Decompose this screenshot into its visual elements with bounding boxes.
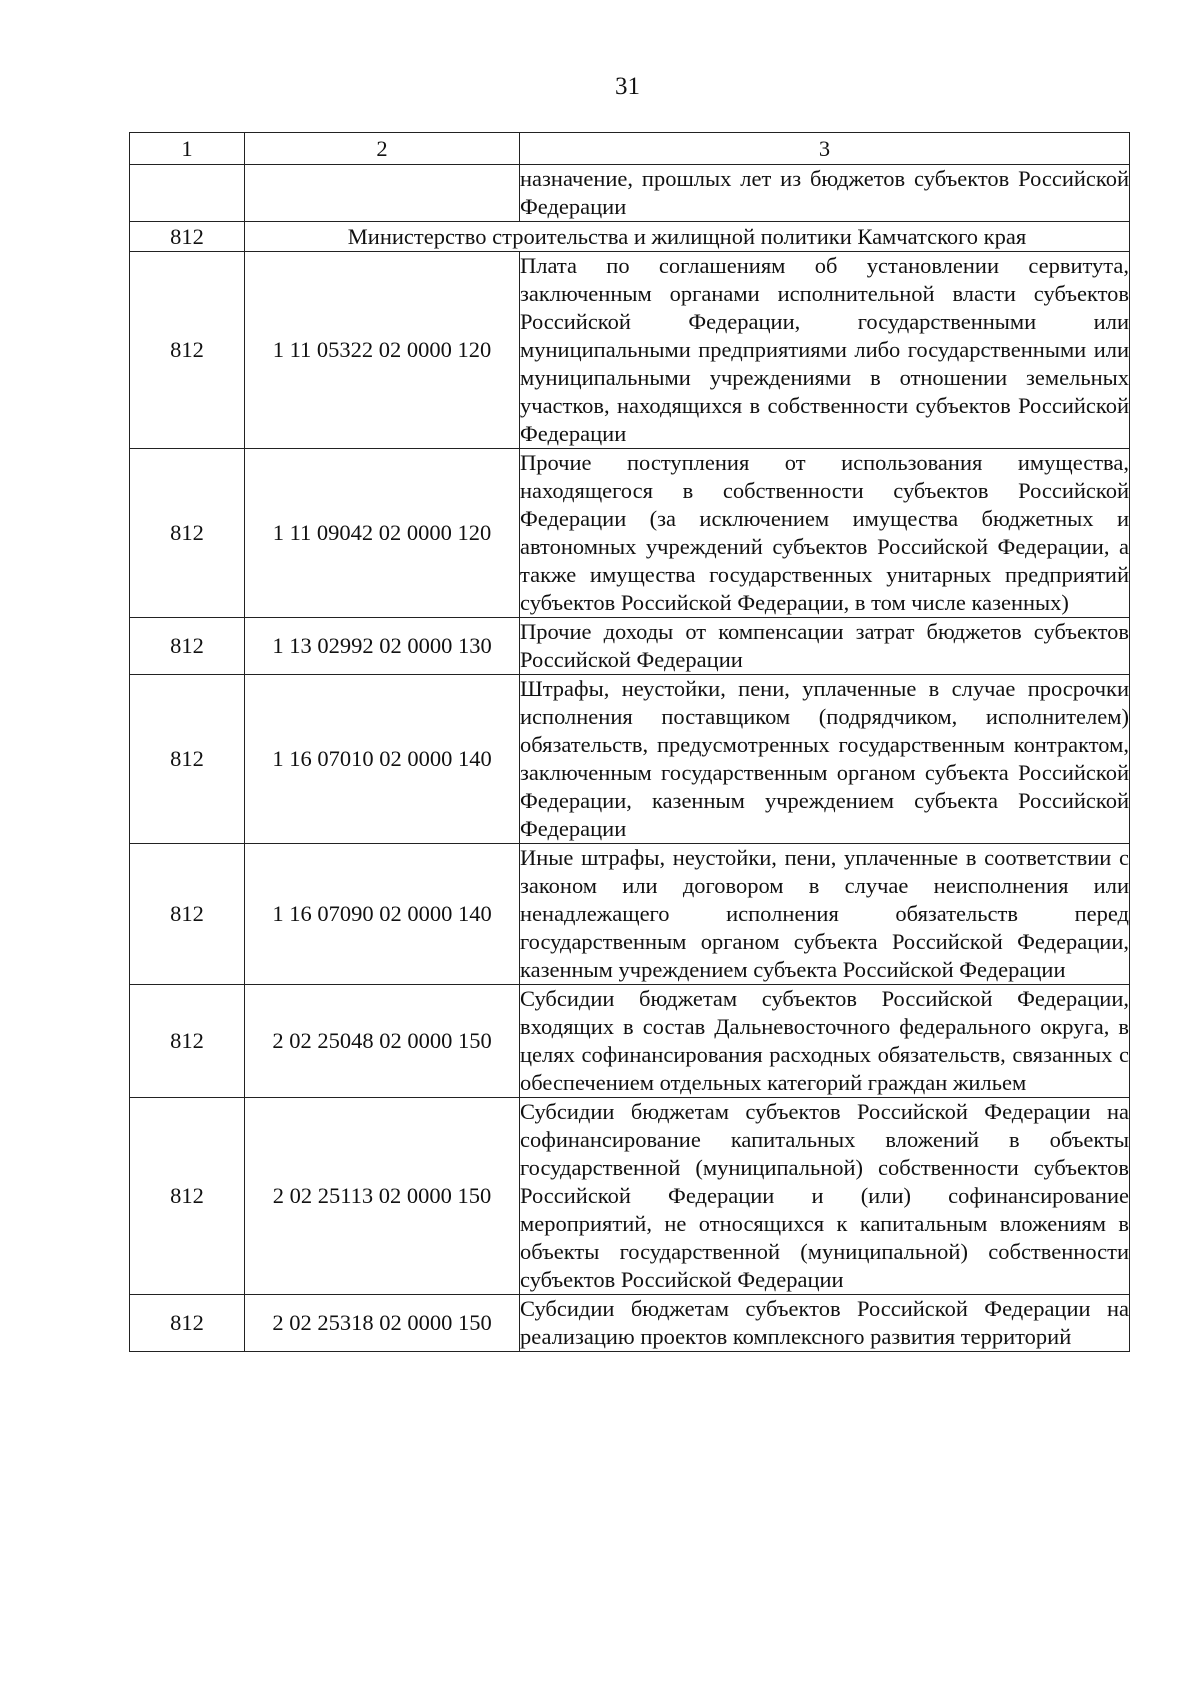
row-income-name: Субсидии бюджетам субъектов Российской Федерации на софинансирование капитальных вложений в объекты государственной (муниципальной) собственности субъектов Российской Федерации и (или) софинансирование мероприятий, не относящихся к капитальным вложениям в объекты государственной (муниципальной) собственности субъектов Российской Федерации [520, 1098, 1130, 1295]
table-row [130, 449, 1130, 618]
column-header-1: 1 [130, 133, 245, 165]
continuation-admin-cell [130, 165, 245, 222]
row-admin-code: 812 [130, 1295, 245, 1352]
row-income-name: Иные штрафы, неустойки, пени, уплаченные в соответствии с законом или договором в случае неисполнения или ненадлежащего исполнения обязательств перед государственным органом субъекта Российской Федерации, казенным учреждением субъекта Российской Федерации [520, 844, 1130, 985]
row-income-name: Субсидии бюджетам субъектов Российской Федерации на реализацию проектов комплексного развития территорий [520, 1295, 1130, 1352]
table-row [130, 985, 1130, 1098]
row-income-code: 2 02 25318 02 0000 150 [245, 1295, 520, 1352]
continuation-row [130, 165, 1130, 222]
row-admin-code: 812 [130, 844, 245, 985]
table-row [130, 1098, 1130, 1295]
column-header-2: 2 [245, 133, 520, 165]
row-admin-code: 812 [130, 985, 245, 1098]
page-number: 31 [615, 73, 640, 100]
table-row [130, 675, 1130, 844]
row-income-code: 1 11 05322 02 0000 120 [245, 252, 520, 449]
income-codes-table [129, 132, 1130, 1352]
row-income-name: Плата по соглашениям об установлении сервитута, заключенным органами исполнительной власти субъектов Российской Федерации, государственными или муниципальными предприятиями либо государственными или муниципальными учреждениями в отношении земельных участков, находящихся в собственности субъектов Российской Федерации [520, 252, 1130, 449]
table-header-row [130, 133, 1130, 165]
row-income-code: 1 16 07010 02 0000 140 [245, 675, 520, 844]
row-income-name: Штрафы, неустойки, пени, уплаченные в случае просрочки исполнения поставщиком (подрядчиком, исполнителем) обязательств, предусмотренных государственным контрактом, заключенным государственным органом субъекта Российской Федерации, казенным учреждением субъекта Российской Федерации [520, 675, 1130, 844]
row-income-code: 1 11 09042 02 0000 120 [245, 449, 520, 618]
row-admin-code: 812 [130, 618, 245, 675]
row-admin-code: 812 [130, 449, 245, 618]
section-code: 812 [130, 222, 245, 252]
row-income-code: 2 02 25113 02 0000 150 [245, 1098, 520, 1295]
table-row [130, 844, 1130, 985]
table-row [130, 618, 1130, 675]
row-admin-code: 812 [130, 675, 245, 844]
row-income-code: 1 13 02992 02 0000 130 [245, 618, 520, 675]
table-row [130, 252, 1130, 449]
section-title: Министерство строительства и жилищной политики Камчатского края [245, 222, 1130, 252]
row-income-name: Прочие поступления от использования имущества, находящегося в собственности субъектов Российской Федерации (за исключением имущества бюджетных и автономных учреждений субъектов Российской Федерации, а также имущества государственных унитарных предприятий субъектов Российской Федерации, в том числе казенных) [520, 449, 1130, 618]
table-row [130, 1295, 1130, 1352]
row-income-code: 1 16 07090 02 0000 140 [245, 844, 520, 985]
continuation-code-cell [245, 165, 520, 222]
continuation-text: назначение, прошлых лет из бюджетов субъектов Российской Федерации [520, 165, 1130, 222]
row-admin-code: 812 [130, 1098, 245, 1295]
row-income-code: 2 02 25048 02 0000 150 [245, 985, 520, 1098]
section-row [130, 222, 1130, 252]
row-income-name: Прочие доходы от компенсации затрат бюджетов субъектов Российской Федерации [520, 618, 1130, 675]
row-income-name: Субсидии бюджетам субъектов Российской Федерации, входящих в состав Дальневосточного федерального округа, в целях софинансирования расходных обязательств, связанных с обеспечением отдельных категорий граждан жильем [520, 985, 1130, 1098]
column-header-3: 3 [520, 133, 1130, 165]
row-admin-code: 812 [130, 252, 245, 449]
